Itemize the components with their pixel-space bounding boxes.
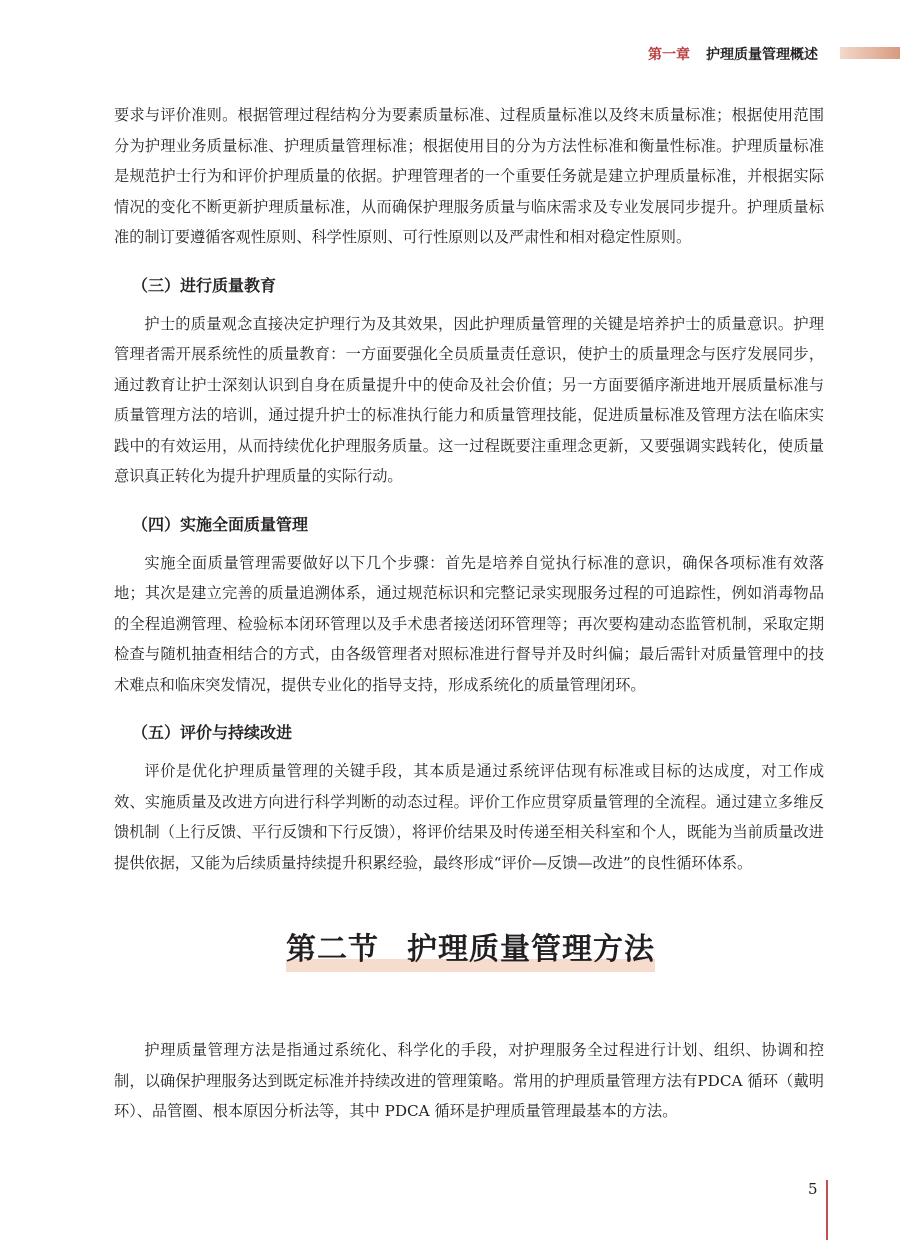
header-decoration-bar	[840, 47, 900, 59]
section-title	[286, 930, 655, 974]
header-title: 护理质量管理概述	[706, 47, 818, 63]
paragraph-methods-intro: 护理质量管理方法是指通过系统化、科学化的手段，对护理服务全过程进行计划、组织、协调和控制，以确保护理服务达到既定标准并持续改进的管理策略。常用的护理质量管理方法有PDCA 循环（戴明环）、品管圈、根本原因分析法等，其中 PDCA 循环是护理质量管理最基本的方法。	[114, 1041, 824, 1120]
heading-total-quality-management: （四）实施全面质量管理	[132, 514, 309, 534]
header-chapter: 第一章	[648, 47, 690, 63]
section-intro	[114, 1035, 824, 1127]
paragraph-evaluation-improvement: 评价是优化护理质量管理的关键手段，其本质是通过系统评估现有标准或目标的达成度，对工作成效、实施质量及改进方向进行科学判断的动态过程。评价工作应贯穿质量管理的全流程。通过建立多维反馈机制（上行反馈、平行反馈和下行反馈），将评价结果及时传递至相关科室和个人，既能为当前质量改进提供依据，又能为后续质量持续提升积累经验，最终形成“评价—反馈—改进”的良性循环体系。	[114, 762, 824, 872]
page-number-rule	[826, 1180, 828, 1240]
running-header	[640, 38, 900, 68]
intro-paragraph: 要求与评价准则。根据管理过程结构分为要素质量标准、过程质量标准以及终末质量标准；根据使用范围分为护理业务质量标准、护理质量管理标准；根据使用目的分为方法性标准和衡量性标准。护理质量标准是规范护士行为和评价护理质量的依据。护理管理者的一个重要任务就是建立护理质量标准，并根据实际情况的变化不断更新护理质量标准，从而确保护理服务质量与临床需求及专业发展同步提升。护理质量标准的制订要遵循客观性原则、科学性原则、可行性原则以及严肃性和相对稳定性原则。	[114, 106, 824, 246]
paragraph-total-quality-management: 实施全面质量管理需要做好以下几个步骤：首先是培养自觉执行标准的意识，确保各项标准有效落地；其次是建立完善的质量追溯体系，通过规范标识和完整记录实现服务过程的可追踪性，例如消毒物品的全程追溯管理、检验标本闭环管理以及手术患者接送闭环管理等；再次要构建动态监管机制，采取定期检查与随机抽查相结合的方式，由各级管理者对照标准进行督导并及时纠偏；最后需针对质量管理中的技术难点和临床突发情况，提供专业化的指导支持，形成系统化的质量管理闭环。	[114, 553, 824, 694]
section-number: 第二节	[286, 932, 379, 967]
paragraph-quality-education: 护士的质量观念直接决定护理行为及其效果，因此护理质量管理的关键是培养护士的质量意识。护理管理者需开展系统性的质量教育：一方面要强化全员质量责任意识，使护士的质量理念与医疗发展同步，通过教育让护士深刻认识到自身在质量提升中的使命及社会价值；另一方面要循序渐进地开展质量标准与质量管理方法的培训，通过提升护士的标准执行能力和质量管理技能，促进质量标准及管理方法在临床实践中的有效运用，从而持续优化护理服务质量。这一过程既要注重理念更新，又要强调实践转化，使质量意识真正转化为提升护理质量的实际行动。	[114, 314, 824, 485]
heading-evaluation-improvement: （五）评价与持续改进	[132, 723, 293, 742]
page-number: 5	[808, 1180, 818, 1198]
heading-quality-education: （三）进行质量教育	[132, 275, 277, 295]
section-name: 护理质量管理方法	[407, 932, 655, 967]
main-content	[114, 100, 824, 878]
